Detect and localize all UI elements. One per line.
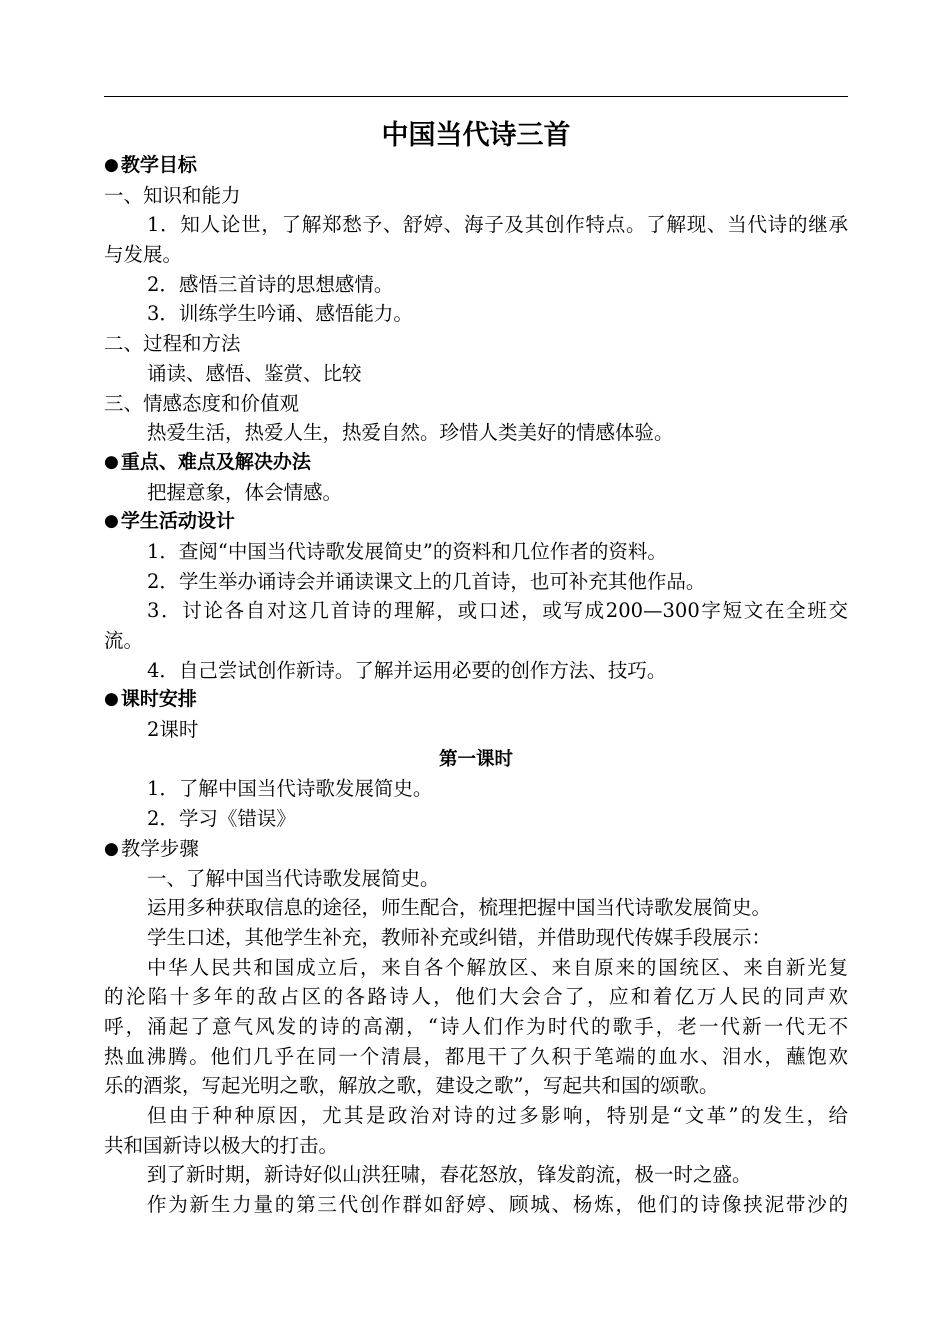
- history-paragraph-line-3: 呼，涌起了意气风发的诗的高潮，“诗人们作为时代的歌手，老一代新一代无不: [104, 1014, 848, 1038]
- bullet-icon: ●: [104, 511, 119, 532]
- subheading-process: 二、过程和方法: [104, 332, 241, 356]
- header-rule: [104, 96, 848, 97]
- lesson-1-goal-1: 1．了解中国当代诗歌发展简史。: [147, 777, 433, 801]
- activity-item-4: 4．自己尝试创作新诗。了解并运用必要的创作方法、技巧。: [147, 658, 667, 682]
- bullet-icon: ●: [104, 689, 119, 710]
- section-heading-goals: ● 教学目标: [104, 154, 197, 176]
- history-paragraph-3: 到了新时期，新诗好似山洪狂啸，春花怒放，锋发韵流，极一时之盛。: [147, 1163, 752, 1187]
- bullet-icon: ●: [104, 451, 119, 472]
- step-paragraph-1: 运用多种获取信息的途径，师生配合，梳理把握中国当代诗歌发展简史。: [147, 896, 772, 920]
- history-paragraph-line-1: 中华人民共和国成立后，来自各个解放区、来自原来的国统区、来自新光复: [147, 955, 848, 979]
- goal-item-1-line-1: 1．知人论世，了解郑愁予、舒婷、海子及其创作特点。了解现、当代诗的继承: [147, 213, 848, 237]
- lesson-1-heading: 第一课时: [438, 748, 513, 770]
- activity-item-2: 2．学生举办诵诗会并诵读课文上的几首诗，也可补充其他作品。: [147, 569, 706, 593]
- document-body: [104, 151, 848, 1220]
- bullet-icon: ●: [104, 155, 119, 175]
- history-paragraph-2-line-2: 共和国新诗以极大的打击。: [104, 1133, 339, 1157]
- section-heading-schedule: ● 课时安排: [104, 688, 197, 711]
- goal-item-3: 3．训练学生吟诵、感悟能力。: [147, 302, 413, 326]
- process-text: 诵读、感悟、鉴赏、比较: [147, 361, 362, 385]
- activity-item-3-line-2: 流。: [104, 629, 144, 652]
- activity-item-1: 1．查阅“中国当代诗歌发展简史”的资料和几位作者的资料。: [147, 539, 667, 563]
- lesson-1-goal-2: 2．学习《错误》: [147, 807, 296, 831]
- step-1: 一、了解中国当代诗歌发展简史。: [147, 866, 440, 890]
- history-paragraph-line-2: 的沦陷十多年的敌占区的各路诗人，他们大会合了，应和着亿万人民的同声欢: [104, 985, 848, 1009]
- step-paragraph-2: 学生口述，其他学生补充，教师补充或纠错，并借助现代传媒手段展示：: [147, 925, 772, 949]
- history-paragraph-2-line-1: 但由于种种原因，尤其是政治对诗的过多影响，特别是“文革”的发生，给: [147, 1104, 848, 1127]
- bullet-icon: ●: [104, 838, 119, 859]
- goal-item-2: 2．感悟三首诗的思想感情。: [147, 272, 394, 296]
- goal-item-1-line-2: 与发展。: [104, 243, 183, 267]
- schedule-text: 2课时: [147, 718, 199, 742]
- section-heading-key-points: ● 重点、难点及解决办法: [104, 450, 311, 473]
- subheading-knowledge: 一、知识和能力: [104, 183, 241, 207]
- emotion-text: 热爱生活，热爱人生，热爱自然。珍惜人类美好的情感体验。: [147, 421, 674, 445]
- subheading-emotion: 三、情感态度和价值观: [104, 391, 300, 415]
- key-points-text: 把握意象，体会情感。: [147, 480, 343, 504]
- document-title: 中国当代诗三首: [381, 120, 571, 151]
- history-paragraph-line-5: 乐的酒浆，写起光明之歌，解放之歌，建设之歌”，写起共和国的颂歌。: [104, 1074, 719, 1098]
- history-paragraph-4-line-1: 作为新生力量的第三代创作群如舒婷、顾城、杨炼，他们的诗像挟泥带沙的: [147, 1193, 848, 1217]
- activity-item-3-line-1: 3．讨论各自对这几首诗的理解，或口述，或写成200—300字短文在全班交: [147, 599, 848, 623]
- section-heading-activities: ● 学生活动设计: [104, 510, 235, 533]
- history-paragraph-line-4: 热血沸腾。他们几乎在同一个清晨，都甩干了久积于笔端的血水、泪水，蘸饱欢: [104, 1044, 848, 1068]
- section-heading-steps: ● 教学步骤: [104, 836, 199, 860]
